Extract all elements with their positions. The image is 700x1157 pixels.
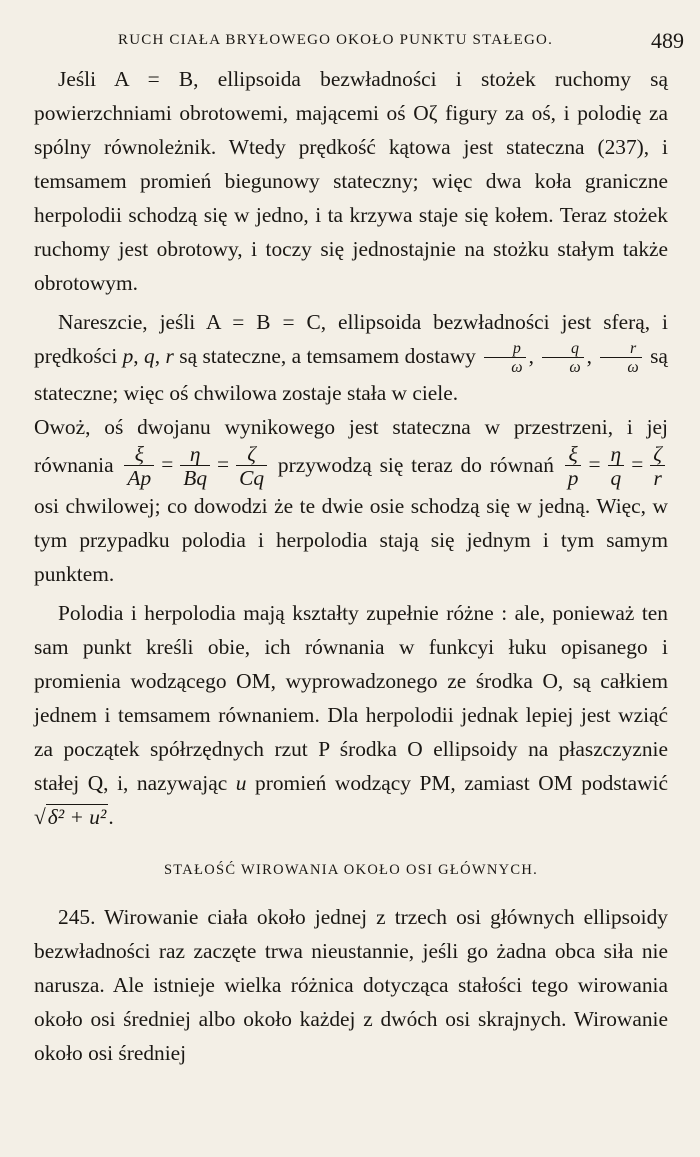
var-r: r [165, 344, 174, 368]
comma: , [154, 344, 161, 368]
fraction-p-omega: $\frac{p}{\omega}$ [484, 341, 525, 376]
var-q: q [144, 344, 155, 368]
para3-text-2: przywodzą się teraz do równań [277, 452, 554, 477]
para4-text-1: Polodia i herpolodia mają kształty zupełnie różne : ale, ponieważ ten sam punkt kreśli obie, ich równania w funkcyi łuku opisanego i promienia wodzącego OM, wyprowadzonego ze środka O, są całkiem jednem i temsamem równaniem. Dla herpolodii jednak lepiej jest wziąć za początek spółrzędnych rzut P środka O ellipsoidy na płaszczyznie stałej Q, i, nazywając [34, 601, 668, 796]
paragraph-4: Polodia i herpolodia mają kształty zupełnie różne : ale, ponieważ ten sam punkt kreśli obie, ich równania w funkcyi łuku opisanego i promienia wodzącego OM, wyprowadzonego ze środka O, są całkiem jednem i temsamem równaniem. Dla herpolodii jednak lepiej jest wziąć za początek spółrzędnych rzut P środka O ellipsoidy na płaszczyznie stałej Q, i, nazywając u promień wodzący PM, zamiast OM podstawić √δ² + u². [34, 601, 668, 830]
running-header [118, 28, 684, 53]
fraction-zeta-r: $\frac{\zeta}{r}$ [650, 444, 665, 490]
para3-text-3: osi chwilowej; co dowodzi że te dwie osie schodzą się w jedną. Więc, w tym przypadku polodia i herpolodia stają się jednym i tym samym punktem. [34, 494, 668, 587]
paragraph-2: Nareszcie, jeśli A = B = C, ellipsoida bezwładności jest sferą, i prędkości p, q, r są stateczne, a temsamem dostawy $\frac{p}{\omega}$ , $\frac{q}{\omega}$ , $\frac{r}{\omega}$ są stateczne; więc oś chwilowa zostaje stała w ciele. [34, 310, 668, 405]
var-u: u [235, 771, 247, 796]
section-title: STAŁOŚĆ WIROWANIA OKOŁO OSI GŁÓWNYCH. [163, 862, 539, 879]
fraction-zeta-Cq: $\frac{\zeta}{Cq}$ [236, 444, 267, 490]
fraction-xi-Ap: $\frac{\xi}{Ap}$ [124, 444, 154, 490]
var-p: p [122, 344, 134, 368]
square-root-expression: √δ² + u² [34, 805, 107, 830]
comma: , [133, 344, 139, 368]
para2-text-1: Nareszcie, jeśli A = B = C, ellipsoida bezwładności jest sferą, i prędkości [34, 310, 668, 368]
paragraph-1: Jeśli A = B, ellipsoida bezwładności i stożek ruchomy są powierzchniami obrotowemi, mającemi oś Oζ figury za oś, i polodię za spólny równoleżnik. Wtedy prędkość kątowa jest stateczna (237), i temsamem promień biegunowy stateczny; więc dwa koła graniczne herpolodii schodzą się w jedno, i ta krzywa staje się kołem. Teraz stożek ruchomy jest obrotowy, i toczy się jednostajnie na stożku stałym także obrotowym. [34, 67, 668, 295]
para3-text-1: Owoż, oś dwojanu wynikowego jest stateczna w przestrzeni, i jej równania [34, 414, 668, 477]
fraction-eta-q: $\frac{\eta}{q}$ [608, 444, 625, 490]
fraction-xi-p: $\frac{\xi}{p}$ [565, 444, 582, 490]
fraction-eta-Bq: $\frac{\eta}{Bq}$ [180, 444, 210, 490]
paragraph-3: Owoż, oś dwojanu wynikowego jest stateczna w przestrzeni, i jej równania $\frac{\xi}{Ap}$ = $\frac{\eta}{Bq}$ = $\frac{\zeta}{Cq}$ przywodzą się teraz do równań $\frac{\xi}{p}$ = $\frac{\eta}{q}$ = $\frac{\zeta}{r}$ osi chwilowej; co dowodzi że te dwie osie schodzą się w jedną. Więc, w tym przypadku polodia i herpolodia stają się jednym i tym samym punktem. [34, 414, 668, 587]
fraction-q-omega: $\frac{q}{\omega}$ [542, 341, 583, 376]
running-title: RUCH CIAŁA BRYŁOWEGO OKOŁO PUNKTU STAŁEGO. [118, 32, 554, 48]
page-number: 489 [651, 28, 684, 53]
page-body [34, 62, 668, 1070]
para2-text-3: są stateczne; więc oś chwilowa zostaje stała w ciele. [34, 344, 668, 405]
fraction-r-omega: $\frac{r}{\omega}$ [600, 341, 641, 376]
para2-text-2: są stateczne, a temsamem dostawy [179, 344, 476, 368]
paragraph-5: 245. Wirowanie ciała około jednej z trzech osi głównych ellipsoidy bezwładności raz zaczęte trwa nieustannie, jeśli go żadna obca siła nie narusza. Ale istnieje wielka różnica dotycząca stałości tego wirowania około osi średniej albo około każdej z dwóch osi skrajnych. Wirowanie około osi średniej [34, 905, 668, 1066]
para4-text-2: promień wodzący PM, zamiast OM podstawić [255, 771, 668, 796]
